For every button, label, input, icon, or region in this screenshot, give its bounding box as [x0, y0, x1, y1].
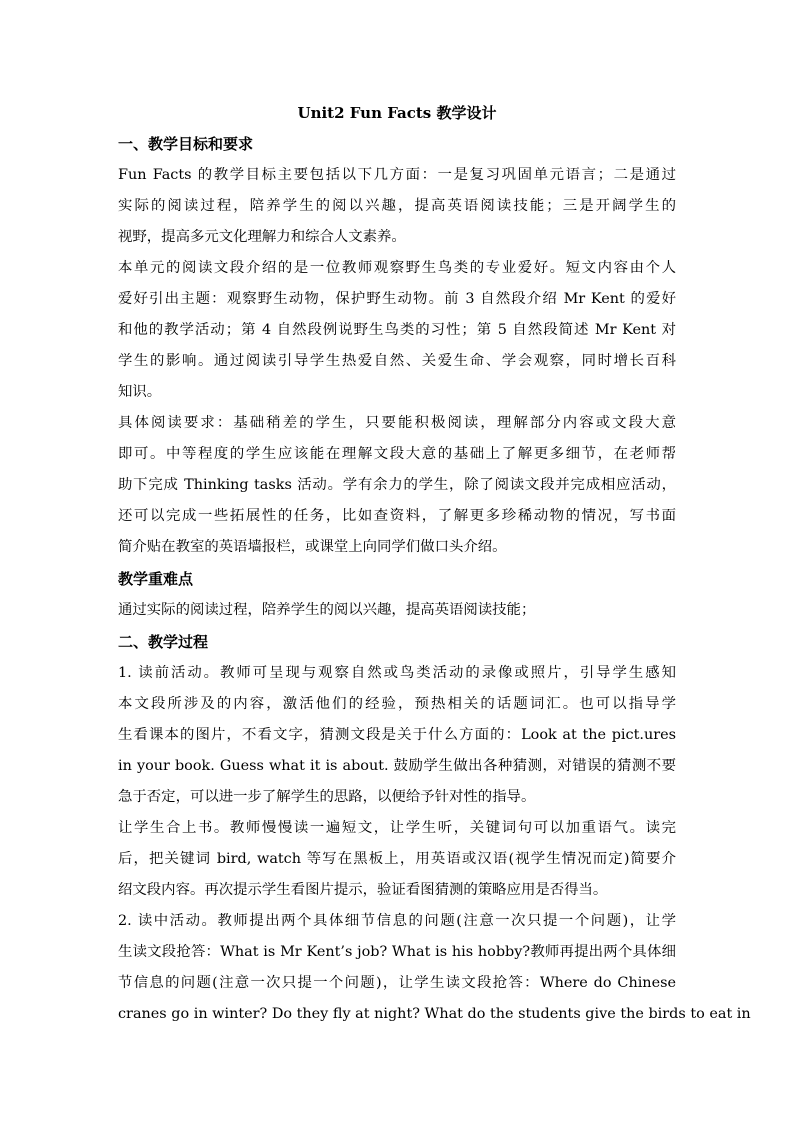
text-line: cranes go in winter? Do they fly at night? What do the students give the birds to eat in [118, 1006, 751, 1022]
text-line: 生读文段抢答：What is Mr Kent’s job? What is his hobby?教师再提出两个具体细 [118, 944, 676, 960]
text-line: 2. 读中活动。教师提出两个具体细节信息的问题(注意一次只提一个问题)，让学 [118, 913, 676, 929]
text-line: 即可。中等程度的学生应该能在理解文段大意的基础上了解更多细节，在老师帮 [118, 446, 676, 462]
text-line: 还可以完成一些拓展性的任务，比如查资料，了解更多珍稀动物的情况，写书面 [118, 508, 676, 524]
text-line: 实际的阅读过程，陪养学生的阅以兴趣，提高英语阅读技能；三是开阔学生的 [118, 198, 676, 214]
text-line: 让学生合上书。教师慢慢读一遍短文，让学生听，关键词句可以加重语气。读完 [118, 820, 676, 836]
paragraph [118, 658, 676, 813]
text-line: 学生的影响。通过阅读引导学生热爱自然、关爱生命、学会观察，同时增长百科 [118, 353, 676, 369]
paragraph [118, 408, 676, 563]
text-line: 急于否定，可以进一步了解学生的思路，以便给予针对性的指导。 [118, 789, 536, 805]
document-body [118, 100, 751, 1030]
paragraph [118, 160, 676, 253]
section-heading: 一、教学目标和要求 [118, 135, 254, 153]
section-heading: 教学重难点 [118, 570, 194, 588]
text-line: 1. 读前活动。教师可呈现与观察自然或鸟类活动的录像或照片，引导学生感知 [118, 665, 676, 681]
paragraph [118, 253, 676, 408]
text-line: 生看课本的图片，不看文字，猜测文段是关于什么方面的：Look at the pict.ures [118, 727, 676, 743]
text-line: 后，把关键词 bird, watch 等写在黑板上，用英语或汉语(视学生情况而定)简要介 [118, 851, 676, 867]
text-line: 简介贴在教室的英语墙报栏，或课堂上向同学们做口头介绍。 [118, 539, 507, 555]
paragraph [118, 813, 676, 906]
text-line: 助下完成 Thinking tasks 活动。学有余力的学生，除了阅读文段并完成相应活动， [118, 477, 676, 493]
text-line: in your book. Guess what it is about. 鼓励学生做出各种猜测，对错误的猜测不要 [118, 758, 676, 774]
section-heading: 二、教学过程 [118, 633, 209, 651]
paragraph [118, 906, 751, 1030]
text-line: 具体阅读要求：基础稍差的学生，只要能积极阅读，理解部分内容或文段大意 [118, 415, 676, 431]
text-line: Fun Facts 的教学目标主要包括以下几方面：一是复习巩固单元语言；二是通过 [118, 167, 676, 183]
text-line: 通过实际的阅读过程，陪养学生的阅以兴趣，提高英语阅读技能； [118, 602, 536, 618]
paragraph [118, 595, 676, 626]
document-title: Unit2 Fun Facts 教学设计 [297, 104, 497, 122]
text-line: 本文段所涉及的内容，激活他们的经验，预热相关的话题词汇。也可以指导学 [118, 696, 676, 712]
text-line: 节信息的问题(注意一次只提一个问题)，让学生读文段抢答：Where do Chinese [118, 975, 676, 991]
text-line: 本单元的阅读文段介绍的是一位教师观察野生鸟类的专业爱好。短文内容由个人 [118, 260, 676, 276]
text-line: 和他的教学活动；第 4 自然段例说野生鸟类的习性；第 5 自然段简述 Mr Kent 对 [118, 322, 676, 338]
text-line: 视野，提高多元文化理解力和综合人文素养。 [118, 229, 406, 245]
text-line: 爱好引出主题：观察野生动物，保护野生动物。前 3 自然段介绍 Mr Kent 的爱好 [118, 291, 676, 307]
text-line: 绍文段内容。再次提示学生看图片提示，验证看图猜测的策略应用是否得当。 [118, 882, 608, 898]
document-sections [118, 128, 751, 1030]
text-line: 知识。 [118, 384, 162, 400]
